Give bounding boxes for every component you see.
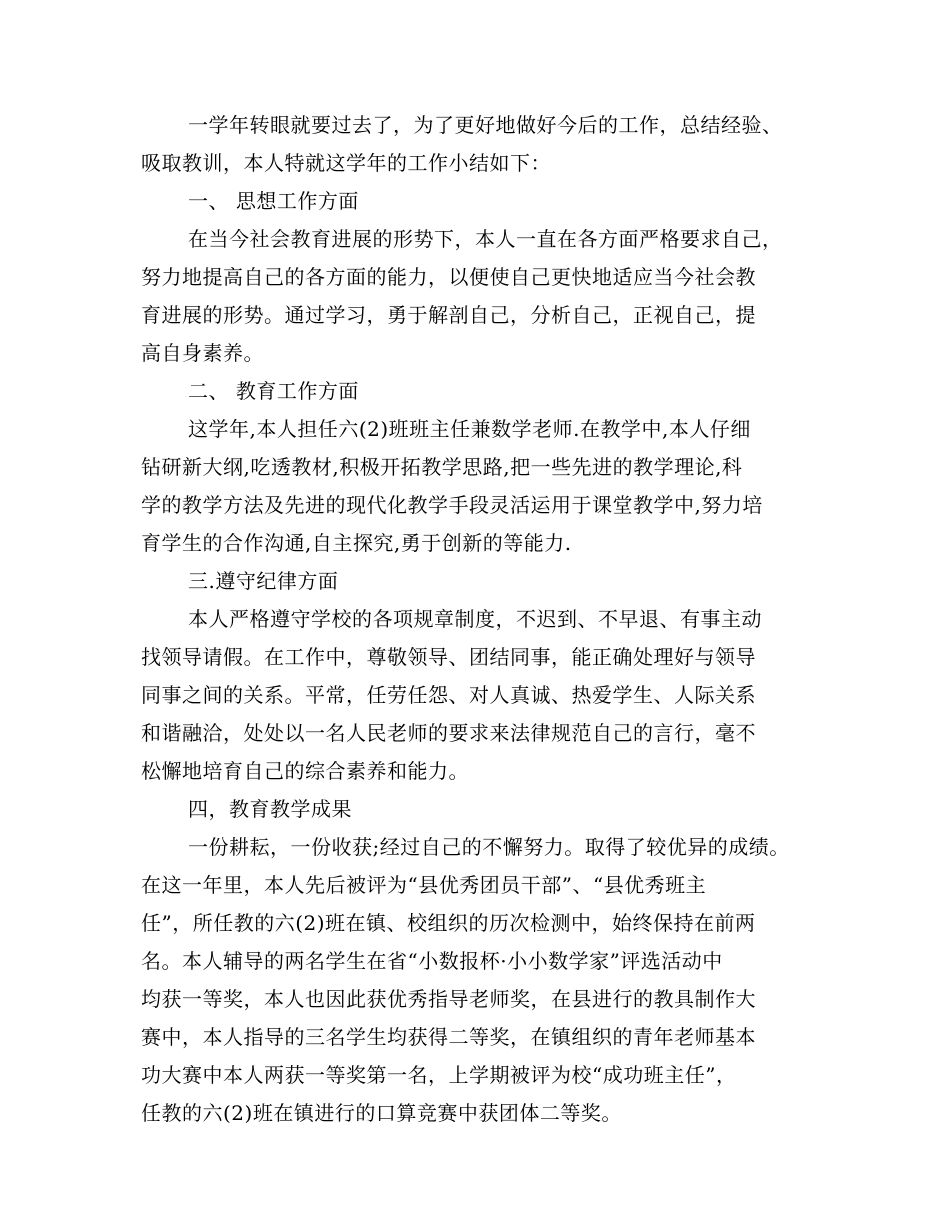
paragraph-3-line-4: 和谐融洽，处处以一名人民老师的要求来法律规范自己的言行，毫不 (141, 721, 756, 745)
paragraph-2-line-2: 钻研新大纲,吃透教材,积极开拓教学思路,把一些先进的教学理论,科 (141, 455, 743, 479)
section-heading-3: 三.遵守纪律方面 (188, 569, 339, 593)
paragraph-4-line-2: 在这一年里，本人先后被评为“县优秀团员干部”、“县优秀班主 (141, 873, 707, 897)
paragraph-2-line-4: 育学生的合作沟通,自主探究,勇于创新的等能力. (141, 531, 572, 555)
paragraph-4-line-5: 均获一等奖，本人也因此获优秀指导老师奖，在县进行的教具制作大 (141, 987, 756, 1011)
paragraph-1-line-1: 在当今社会教育进展的形势下，本人一直在各方面严格要求自己， (188, 227, 783, 251)
section-heading-2: 二、 教育工作方面 (188, 379, 359, 403)
paragraph-1-line-3: 育进展的形势。通过学习，勇于解剖自己，分析自己，正视自己，提 (141, 303, 756, 327)
paragraph-intro-line-2: 吸取教训，本人特就这学年的工作小结如下： (141, 151, 551, 175)
paragraph-2-line-1: 这学年,本人担任六(2)班班主任兼数学老师.在教学中,本人仔细 (188, 417, 751, 441)
paragraph-1-line-2: 努力地提高自己的各方面的能力，以便使自己更快地适应当今社会教 (141, 265, 756, 289)
paragraph-3-line-3: 同事之间的关系。平常，任劳任怨、对人真诚、热爱学生、人际关系 (141, 683, 756, 707)
paragraph-3-line-5: 松懈地培育自己的综合素养和能力。 (141, 759, 469, 783)
paragraph-4-line-3: 任”，所任教的六(2)班在镇、校组织的历次检测中，始终保持在前两 (141, 911, 756, 935)
section-heading-1: 一、 思想工作方面 (188, 189, 359, 213)
paragraph-3-line-2: 找领导请假。在工作中，尊敬领导、团结同事，能正确处理好与领导 (141, 645, 756, 669)
paragraph-4-line-7: 功大赛中本人两获一等奖第一名，上学期被评为校“成功班主任”， (141, 1063, 737, 1087)
paragraph-4-line-8: 任教的六(2)班在镇进行的口算竞赛中获团体二等奖。 (141, 1101, 622, 1125)
paragraph-4-line-6: 赛中，本人指导的三名学生均获得二等奖，在镇组织的青年老师基本 (141, 1025, 756, 1049)
paragraph-intro-line-1: 一学年转眼就要过去了，为了更好地做好今后的工作，总结经验、 (188, 113, 783, 137)
paragraph-4-line-4: 名。本人辅导的两名学生在省“小数报杯·小小数学家”评选活动中 (141, 949, 723, 973)
paragraph-1-line-4: 高自身素养。 (141, 341, 264, 365)
paragraph-3-line-1: 本人严格遵守学校的各项规章制度，不迟到、不早退、有事主动 (188, 607, 762, 631)
paragraph-2-line-3: 学的教学方法及先进的现代化教学手段灵活运用于课堂教学中,努力培 (141, 493, 763, 517)
paragraph-4-line-1: 一份耕耘，一份收获;经过自己的不懈努力。取得了较优异的成绩。 (188, 835, 790, 859)
section-heading-4: 四，教育教学成果 (188, 797, 352, 821)
